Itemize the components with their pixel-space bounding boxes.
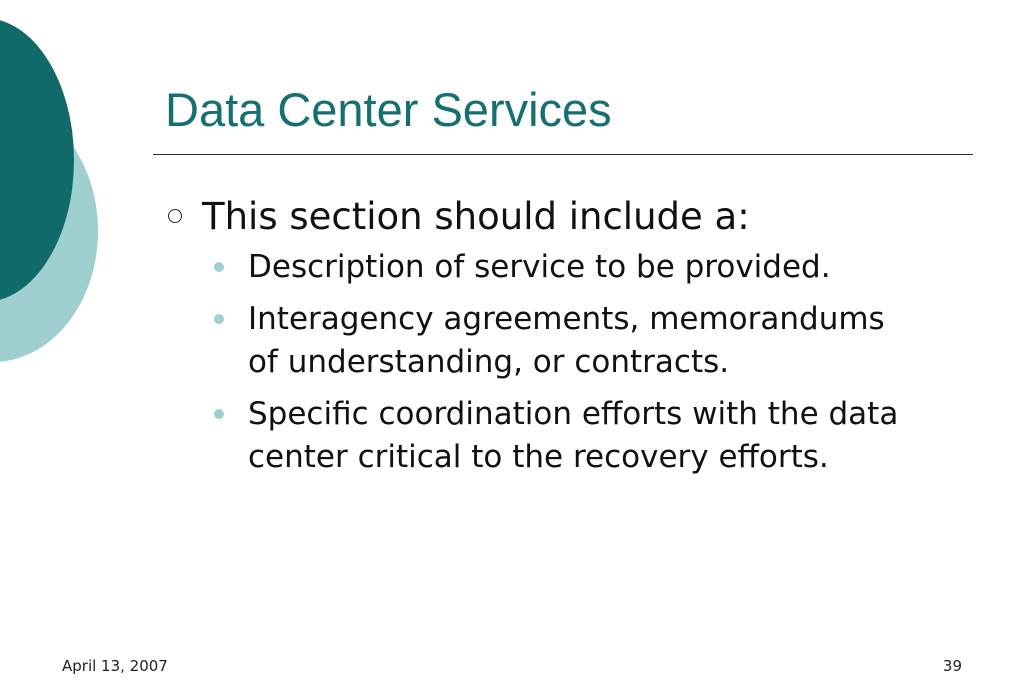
sub-bullet-item	[214, 393, 950, 479]
main-bullet-text: This section should include a:	[202, 195, 750, 238]
footer-date: April 13, 2007	[62, 657, 168, 675]
slide-content	[160, 194, 950, 488]
sub-bullet-text: Description of service to be provided.	[248, 249, 831, 285]
dot-bullet-icon	[214, 314, 224, 324]
footer-page-number: 39	[942, 657, 962, 675]
sub-bullet-text: Interagency agreements, memorandums of understanding, or contracts.	[248, 301, 885, 380]
slide-title: Data Center Services	[165, 83, 612, 136]
sub-bullet-item	[214, 298, 950, 384]
sub-bullet-item	[214, 246, 950, 289]
ring-bullet-icon	[168, 209, 182, 223]
title-divider	[153, 154, 973, 155]
main-bullet-item	[160, 194, 950, 240]
dot-bullet-icon	[214, 262, 224, 272]
dot-bullet-icon	[214, 409, 224, 419]
sub-bullet-list	[214, 246, 950, 479]
sub-bullet-text: Specific coordination efforts with the data center critical to the recovery efforts.	[248, 396, 899, 475]
